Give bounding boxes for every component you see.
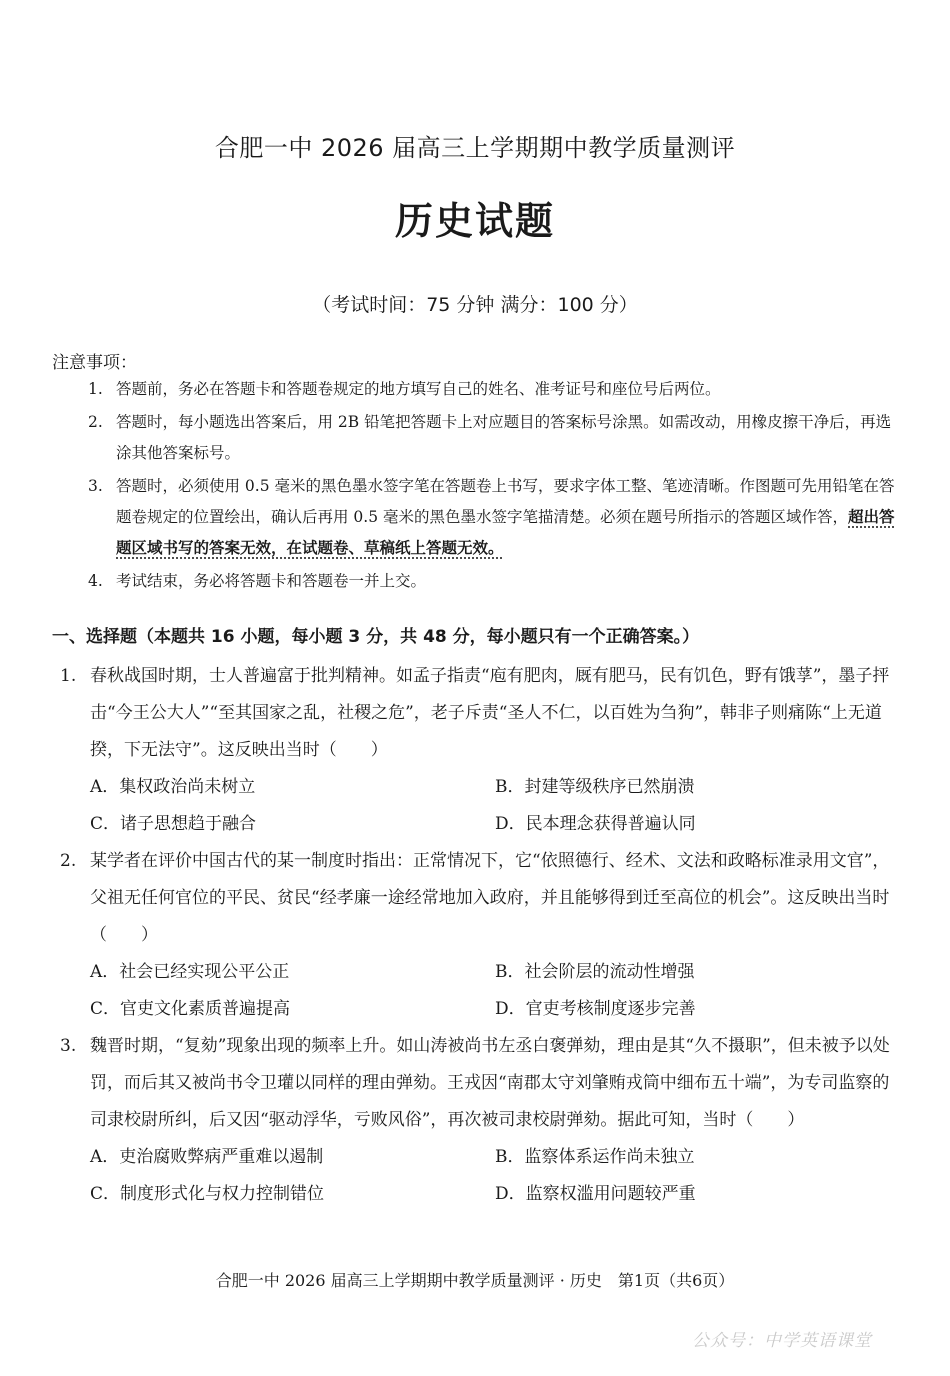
watermark: 公众号：中学英语课堂 [692,1331,872,1351]
notice-emphasis: 超出答题区域书写的答案无效，在试题卷、草稿纸上答题无效。 [116,508,895,557]
option-c: C．诸子思想趋于融合 [90,814,257,834]
notice-text: 答题前，务必在答题卡和答题卷规定的地方填写自己的姓名、准考证号和座位号后两位。 [116,380,721,398]
question-stem: 魏晋时期，“复劾”现象出现的频率上升。如山涛被尚书左丞白褒弹劾，理由是其“久不摄职”，但未被予以处罚，而后其又被尚书令卫瓘以同样的理由弹劾。王戎因“南郡太守刘肇贿戎筒中细布五十端”，为专司监察的司隶校尉所纠，后又因“驱动浮华，亏败风俗”，再次被司隶校尉弹劾。据此可知，当时（ ） [90,1036,890,1130]
option-d: D．监察权滥用问题较严重 [495,1184,696,1204]
option-list [90,954,900,1028]
question-stem: 某学者在评价中国古代的某一制度时指出：正常情况下，它“依照德行、经术、文法和政略标准录用文官”，父祖无任何官位的平民、贫民“经孝廉一途经常地加入政府，并且能够得到迁至高位的机会”。这反映出当时（ ） [90,851,890,945]
notice-text: 考试结束，务必将答题卡和答题卷一并上交。 [116,572,427,590]
exam-title: 合肥一中 2026 届高三上学期期中教学质量测评 [214,134,736,162]
notice-item [88,471,900,564]
question-number: 2. [60,851,77,871]
notice-list [88,374,900,599]
notice-number: 3. [88,477,103,495]
question-2 [60,843,900,1028]
option-d: D．民本理念获得普遍认同 [495,814,696,834]
question-number: 3. [60,1036,77,1056]
notice-number: 2. [88,413,103,431]
notice-number: 1. [88,380,103,398]
question-1 [60,658,900,843]
option-b: B．社会阶层的流动性增强 [495,962,695,982]
notice-number: 4. [88,572,103,590]
question-3 [60,1028,900,1213]
notice-text: 答题时，必须使用 0.5 毫米的黑色墨水签字笔在答题卷上书写，要求字体工整、笔迹清晰。作图题可先用铅笔在答题卷规定的位置绘出，确认后再用 0.5 毫米的黑色墨水签字笔描清楚。必须在题号所指示的答题区域作答， [116,477,895,526]
question-stem: 春秋战国时期，士人普遍富于批判精神。如孟子指责“庖有肥肉，厩有肥马，民有饥色，野有饿莩”，墨子抨击“今王公大人”“至其国家之乱，社稷之危”，老子斥责“圣人不仁，以百姓为刍狗”，韩非子则痛陈“上无道揆，下无法守”。这反映出当时（ ） [90,666,890,760]
subject-title: 历史试题 [394,198,555,243]
option-b: B．监察体系运作尚未独立 [495,1147,695,1167]
page-footer: 合肥一中 2026 届高三上学期期中教学质量测评 · 历史 第1页（共6页） [215,1271,735,1290]
option-c: C．制度形式化与权力控制错位 [90,1184,325,1204]
question-list [60,658,900,1213]
exam-meta: （考试时间：75 分钟 满分：100 分） [312,294,638,316]
section-heading: 一、选择题（本题共 16 小题，每小题 3 分，共 48 分，每小题只有一个正确答案。） [52,627,700,647]
notice-item [88,566,900,597]
notice-text-group [116,471,900,564]
option-list [90,1139,900,1213]
option-c: C．官吏文化素质普遍提高 [90,999,291,1019]
option-a: A．集权政治尚未树立 [90,777,256,797]
option-a: A．社会已经实现公平公正 [90,962,290,982]
option-b: B．封建等级秩序已然崩溃 [495,777,695,797]
option-a: A．吏治腐败弊病严重难以遏制 [90,1147,324,1167]
notice-text: 答题时，每小题选出答案后，用 2B 铅笔把答题卡上对应题目的答案标号涂黑。如需改动，用橡皮擦干净后，再选涂其他答案标号。 [116,413,892,462]
notice-item [88,374,900,405]
option-list [90,769,900,843]
option-d: D．官吏考核制度逐步完善 [495,999,696,1019]
notice-heading: 注意事项： [52,353,137,373]
question-number: 1. [60,666,77,686]
notice-item [88,407,900,469]
